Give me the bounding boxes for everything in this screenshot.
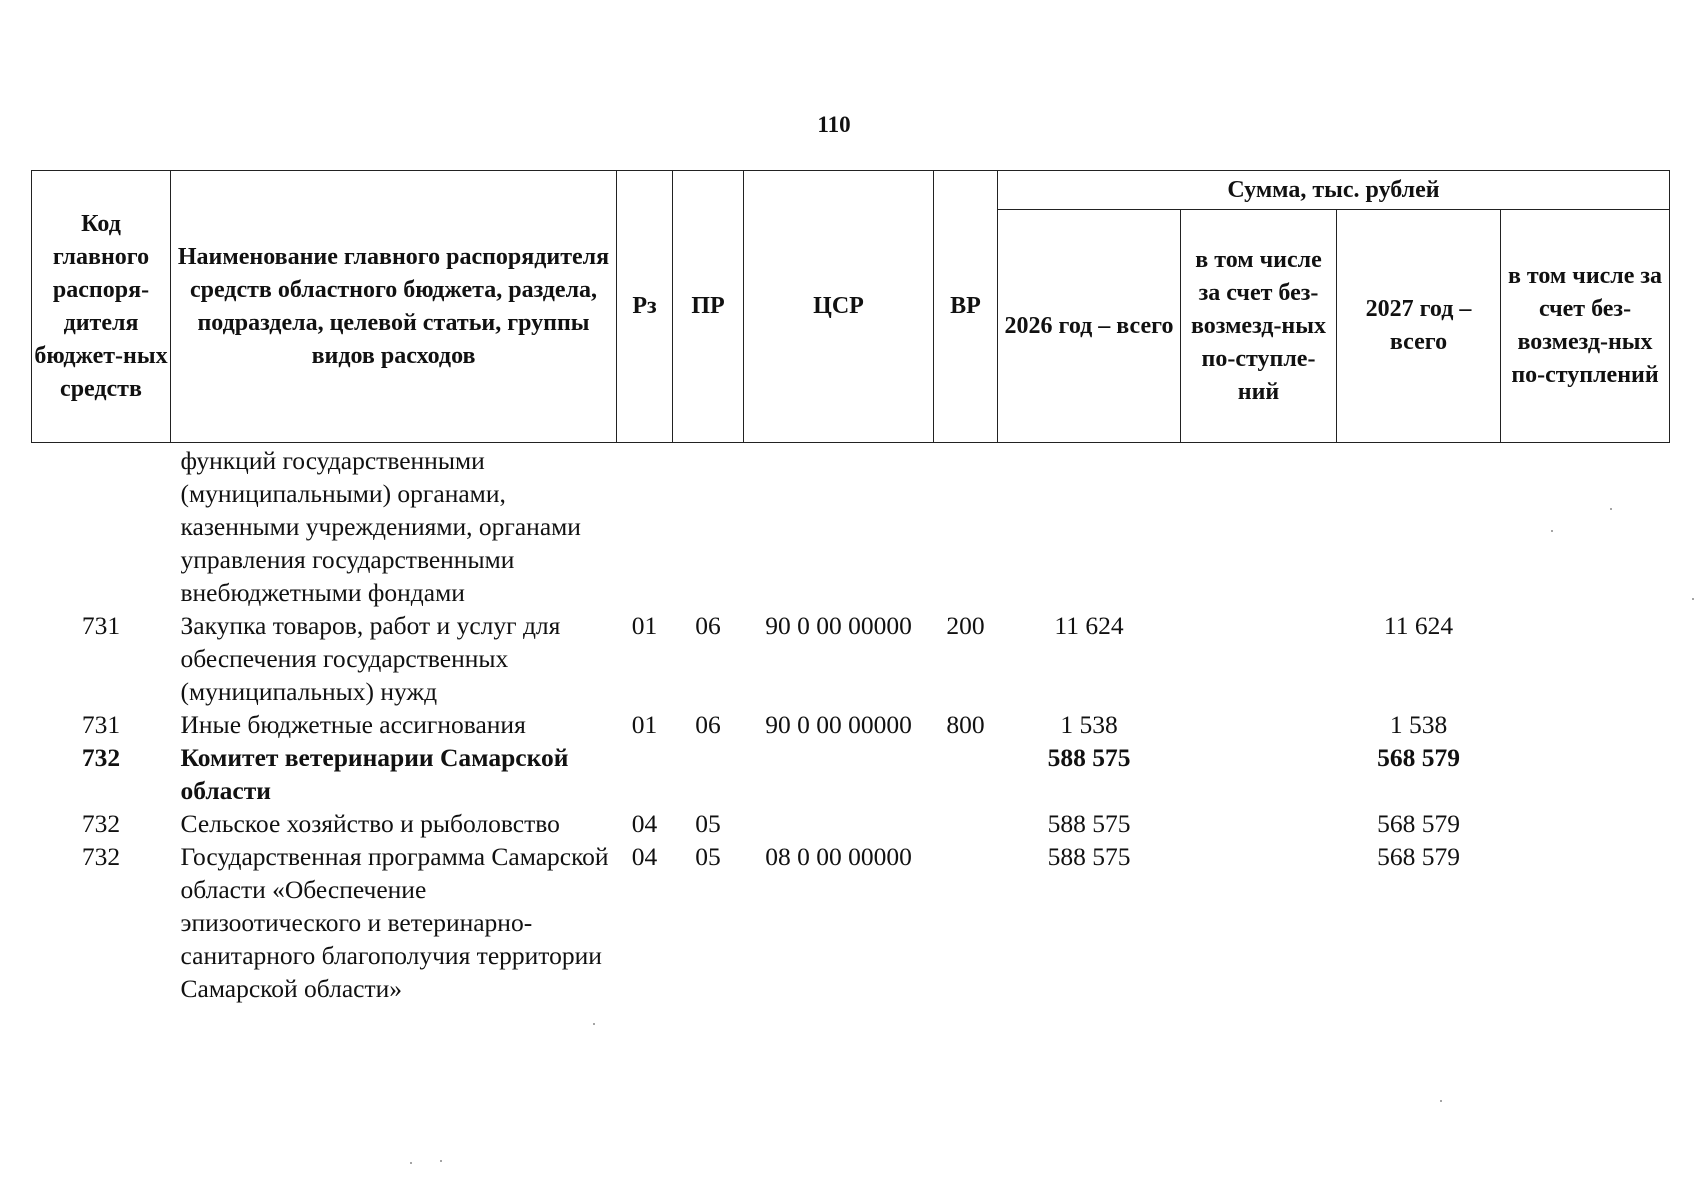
cell-2026-total: 588 575 xyxy=(1047,842,1131,871)
cell-csr: 90 0 00 00000 xyxy=(765,611,912,640)
cell-vr xyxy=(934,840,998,1005)
cell-name: Закупка товаров, работ и услуг для обеспечения государственных (муниципальных) нужд xyxy=(180,611,561,706)
cell-2027-bezvozmezd xyxy=(1501,443,1670,610)
cell-kod: 732 xyxy=(81,842,121,871)
header-csr: ЦСР xyxy=(744,171,934,443)
cell-kod xyxy=(32,443,171,610)
cell-kod: 732 xyxy=(81,809,121,838)
header-2027-bezvozmezd: в том числе за счет без-возмезд-ных по-ступлений xyxy=(1501,210,1670,443)
cell-rz: 01 xyxy=(631,611,658,640)
header-sum: Сумма, тыс. рублей xyxy=(998,171,1670,210)
cell-2027-total: 568 579 xyxy=(1377,809,1460,838)
cell-2027-total: 568 579 xyxy=(1377,842,1460,871)
budget-table xyxy=(31,170,1670,1005)
cell-2026-bezvozmezd xyxy=(1181,741,1337,807)
cell-2026-total: 11 624 xyxy=(1054,611,1124,640)
header-2027-total: 2027 год – всего xyxy=(1337,210,1501,443)
scan-speck xyxy=(1440,1100,1442,1102)
cell-csr xyxy=(744,443,934,610)
cell-csr xyxy=(744,741,934,807)
header-2026-total: 2026 год – всего xyxy=(998,210,1181,443)
cell-2026-bezvozmezd xyxy=(1181,807,1337,840)
cell-2026-total xyxy=(998,443,1181,610)
cell-2027-total: 1 538 xyxy=(1389,710,1448,739)
scan-speck xyxy=(593,1023,595,1025)
cell-vr: 200 xyxy=(946,611,985,640)
cell-2026-total: 1 538 xyxy=(1060,710,1118,739)
cell-vr xyxy=(934,741,998,807)
cell-csr: 90 0 00 00000 xyxy=(765,710,912,739)
cell-2027-bezvozmezd xyxy=(1501,708,1670,741)
page-number: 110 xyxy=(817,112,851,137)
table-header xyxy=(32,171,1670,443)
cell-vr: 800 xyxy=(946,710,985,739)
cell-csr: 08 0 00 00000 xyxy=(765,842,912,871)
header-rz: Рз xyxy=(617,171,673,443)
cell-rz: 04 xyxy=(631,809,658,838)
cell-kod: 731 xyxy=(81,710,121,739)
cell-2026-bezvozmezd xyxy=(1181,708,1337,741)
header-vr: ВР xyxy=(934,171,998,443)
cell-pr: 05 xyxy=(695,842,721,871)
table-body xyxy=(32,443,1670,1006)
header-name: Наименование главного распорядителя средств областного бюджета, раздела, подраздела, целевой статьи, группы видов расходов xyxy=(171,171,617,443)
cell-vr xyxy=(934,807,998,840)
cell-csr xyxy=(744,807,934,840)
cell-name: функций государственными (муниципальными) органами, казенными учреждениями, органами управления государственными внебюджетными фондами xyxy=(180,446,581,607)
cell-2027-total xyxy=(1337,443,1501,610)
cell-2027-bezvozmezd xyxy=(1501,741,1670,807)
cell-pr: 05 xyxy=(695,809,721,838)
cell-vr xyxy=(934,443,998,610)
scan-speck xyxy=(1692,598,1694,600)
table-row xyxy=(32,741,1670,807)
scan-speck xyxy=(410,1162,412,1164)
table-row xyxy=(32,807,1670,840)
cell-name: Государственная программа Самарской области «Обеспечение эпизоотического и ветеринарно-санитарного благополучия территории Самарской области» xyxy=(180,842,609,1003)
cell-rz xyxy=(617,741,673,807)
cell-pr: 06 xyxy=(695,611,721,640)
cell-name: Сельское хозяйство и рыболовство xyxy=(180,809,560,838)
header-pr: ПР xyxy=(673,171,744,443)
cell-2026-total: 588 575 xyxy=(1047,743,1131,772)
cell-2026-bezvozmezd xyxy=(1181,443,1337,610)
cell-2027-bezvozmezd xyxy=(1501,840,1670,1005)
cell-2027-bezvozmezd xyxy=(1501,609,1670,708)
cell-rz: 04 xyxy=(631,842,658,871)
cell-rz: 01 xyxy=(631,710,658,739)
cell-kod: 732 xyxy=(81,743,121,772)
cell-2027-bezvozmezd xyxy=(1501,807,1670,840)
cell-name: Иные бюджетные ассигнования xyxy=(180,710,526,739)
cell-2027-total: 11 624 xyxy=(1383,611,1454,640)
cell-2026-bezvozmezd xyxy=(1181,609,1337,708)
table-row xyxy=(32,840,1670,1005)
cell-rz xyxy=(617,443,673,610)
header-kod: Код главного распоря-дителя бюджет-ных средств xyxy=(32,171,171,443)
table-row xyxy=(32,609,1670,708)
header-2026-bezvozmezd: в том числе за счет без-возмезд-ных по-ступле-ний xyxy=(1181,210,1337,443)
cell-kod: 731 xyxy=(81,611,121,640)
cell-pr xyxy=(673,443,744,610)
cell-2027-total: 568 579 xyxy=(1377,743,1460,772)
scan-speck xyxy=(440,1160,442,1162)
cell-pr: 06 xyxy=(695,710,721,739)
cell-pr xyxy=(673,741,744,807)
scan-speck xyxy=(1610,508,1612,510)
cell-name: Комитет ветеринарии Самарской области xyxy=(180,743,569,805)
cell-2026-total: 588 575 xyxy=(1047,809,1131,838)
table-row xyxy=(32,443,1670,610)
table-row xyxy=(32,708,1670,741)
cell-2026-bezvozmezd xyxy=(1181,840,1337,1005)
scan-speck xyxy=(1551,530,1553,532)
